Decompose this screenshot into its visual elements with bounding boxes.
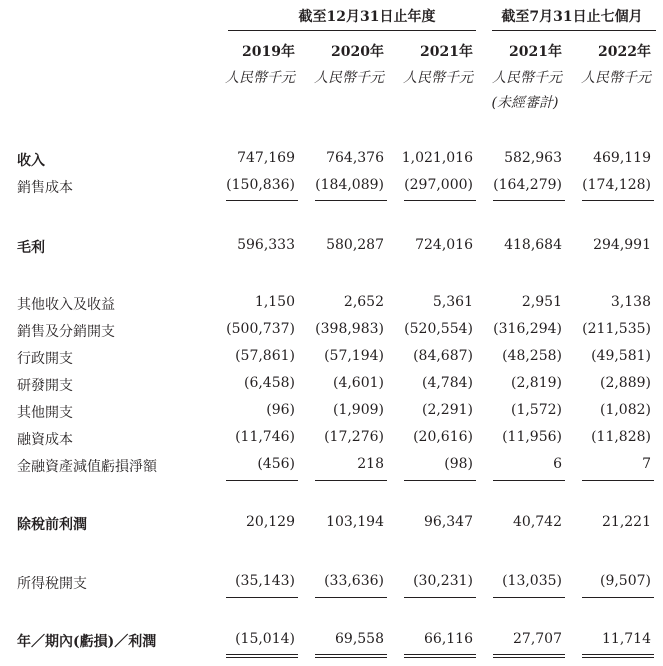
table-cell: (11,956) bbox=[502, 429, 562, 445]
subtotal-rule bbox=[226, 597, 298, 598]
unit-header: 人民幣千元 bbox=[581, 70, 651, 86]
table-cell: 21,221 bbox=[602, 514, 651, 530]
table-cell: (184,089) bbox=[315, 177, 384, 193]
table-cell: 580,287 bbox=[326, 237, 384, 253]
row-label-revenue: 收入 bbox=[17, 153, 45, 169]
subtotal-rule bbox=[493, 597, 565, 598]
table-cell: (20,616) bbox=[413, 429, 473, 445]
table-cell: (57,194) bbox=[324, 348, 384, 364]
row-label-selling-expenses: 銷售及分銷開支 bbox=[17, 324, 115, 340]
year-header-2020: 2020年 bbox=[331, 44, 384, 60]
table-cell: (174,128) bbox=[582, 177, 651, 193]
year-header-2021: 2021年 bbox=[420, 44, 473, 60]
total-double-rule bbox=[404, 657, 476, 658]
table-cell: (17,276) bbox=[324, 429, 384, 445]
table-cell: (2,819) bbox=[510, 375, 562, 391]
unaudited-note: (未經審計) bbox=[491, 95, 559, 111]
table-cell: (30,231) bbox=[413, 573, 473, 589]
table-cell: (57,861) bbox=[235, 348, 295, 364]
table-cell: (316,294) bbox=[493, 321, 562, 337]
year-header-2019: 2019年 bbox=[242, 44, 295, 60]
table-cell: (500,737) bbox=[226, 321, 295, 337]
table-cell: (164,279) bbox=[493, 177, 562, 193]
unit-header: 人民幣千元 bbox=[403, 70, 473, 86]
table-cell: (4,784) bbox=[421, 375, 473, 391]
subtotal-rule bbox=[582, 597, 654, 598]
table-cell: 596,333 bbox=[237, 237, 295, 253]
table-cell: 3,138 bbox=[610, 294, 651, 310]
table-cell: 294,991 bbox=[593, 237, 651, 253]
subtotal-rule bbox=[226, 200, 298, 201]
table-cell: (13,035) bbox=[502, 573, 562, 589]
row-label-impairment-losses: 金融資產減值虧損淨額 bbox=[17, 459, 157, 475]
row-label-profit-before-tax: 除稅前利潤 bbox=[17, 517, 87, 533]
row-label-other-income: 其他收入及收益 bbox=[17, 297, 115, 313]
total-double-rule bbox=[493, 657, 565, 658]
table-cell: 20,129 bbox=[246, 514, 295, 530]
table-cell: (520,554) bbox=[404, 321, 473, 337]
table-cell: (84,687) bbox=[413, 348, 473, 364]
subtotal-rule bbox=[226, 480, 298, 481]
row-label-other-expenses: 其他開支 bbox=[17, 405, 73, 421]
table-cell: (15,014) bbox=[235, 631, 295, 647]
table-cell: 724,016 bbox=[415, 237, 473, 253]
table-cell: 96,347 bbox=[424, 514, 473, 530]
subtotal-rule bbox=[404, 597, 476, 598]
table-cell: 40,742 bbox=[513, 514, 562, 530]
table-cell: (33,636) bbox=[324, 573, 384, 589]
total-double-rule bbox=[226, 654, 298, 655]
group-header-full-year-rule bbox=[228, 30, 476, 31]
subtotal-rule bbox=[315, 200, 387, 201]
subtotal-rule bbox=[315, 480, 387, 481]
table-cell: (11,746) bbox=[235, 429, 295, 445]
table-cell: 2,951 bbox=[521, 294, 562, 310]
unit-header: 人民幣千元 bbox=[225, 70, 295, 86]
year-header-2022-seven-months: 2022年 bbox=[598, 44, 651, 60]
row-label-gross-profit: 毛利 bbox=[17, 240, 45, 256]
group-header-seven-months: 截至7月31日止七個月 bbox=[501, 9, 643, 25]
table-cell: 1,021,016 bbox=[401, 150, 473, 166]
subtotal-rule bbox=[315, 597, 387, 598]
table-cell: 69,558 bbox=[335, 631, 384, 647]
table-cell: (49,581) bbox=[591, 348, 651, 364]
table-cell: 582,963 bbox=[504, 150, 562, 166]
row-label-rnd-expenses: 研發開支 bbox=[17, 378, 73, 394]
subtotal-rule bbox=[493, 200, 565, 201]
table-cell: 747,169 bbox=[237, 150, 295, 166]
row-label-income-tax: 所得稅開支 bbox=[17, 576, 87, 592]
table-cell: (2,889) bbox=[599, 375, 651, 391]
table-cell: 1,150 bbox=[254, 294, 295, 310]
table-cell: (2,291) bbox=[421, 402, 473, 418]
table-cell: (456) bbox=[257, 456, 295, 472]
total-double-rule bbox=[315, 654, 387, 655]
table-cell: (96) bbox=[266, 402, 295, 418]
total-double-rule bbox=[226, 657, 298, 658]
total-double-rule bbox=[315, 657, 387, 658]
table-cell: 764,376 bbox=[326, 150, 384, 166]
table-cell: (398,983) bbox=[315, 321, 384, 337]
table-cell: 103,194 bbox=[326, 514, 384, 530]
total-double-rule bbox=[404, 654, 476, 655]
subtotal-rule bbox=[582, 480, 654, 481]
table-cell: (11,828) bbox=[591, 429, 651, 445]
total-double-rule bbox=[582, 657, 654, 658]
table-cell: (35,143) bbox=[235, 573, 295, 589]
table-cell: 2,652 bbox=[343, 294, 384, 310]
total-double-rule bbox=[582, 654, 654, 655]
table-cell: 7 bbox=[642, 456, 651, 472]
total-double-rule bbox=[493, 654, 565, 655]
subtotal-rule bbox=[404, 200, 476, 201]
row-label-cost-of-sales: 銷售成本 bbox=[17, 180, 73, 196]
table-cell: (211,535) bbox=[582, 321, 651, 337]
table-cell: 469,119 bbox=[593, 150, 651, 166]
unit-header: 人民幣千元 bbox=[492, 70, 562, 86]
row-label-admin-expenses: 行政開支 bbox=[17, 351, 73, 367]
row-label-net-profit: 年／期內(虧損)／利潤 bbox=[17, 634, 157, 650]
row-label-finance-costs: 融資成本 bbox=[17, 432, 73, 448]
unit-header: 人民幣千元 bbox=[314, 70, 384, 86]
subtotal-rule bbox=[404, 480, 476, 481]
subtotal-rule bbox=[493, 480, 565, 481]
table-cell: (98) bbox=[444, 456, 473, 472]
subtotal-rule bbox=[582, 200, 654, 201]
table-cell: 5,361 bbox=[432, 294, 473, 310]
table-cell: (150,836) bbox=[226, 177, 295, 193]
table-cell: (6,458) bbox=[243, 375, 295, 391]
table-cell: 11,714 bbox=[602, 631, 651, 647]
table-cell: 218 bbox=[357, 456, 384, 472]
table-cell: (48,258) bbox=[502, 348, 562, 364]
table-cell: (1,572) bbox=[510, 402, 562, 418]
table-cell: (1,909) bbox=[332, 402, 384, 418]
table-cell: (297,000) bbox=[404, 177, 473, 193]
year-header-2021-seven-months: 2021年 bbox=[509, 44, 562, 60]
table-cell: 27,707 bbox=[513, 631, 562, 647]
group-header-full-year: 截至12月31日止年度 bbox=[298, 9, 436, 25]
table-cell: (1,082) bbox=[599, 402, 651, 418]
group-header-seven-months-rule bbox=[492, 30, 656, 31]
table-cell: 6 bbox=[553, 456, 562, 472]
table-cell: 418,684 bbox=[504, 237, 562, 253]
table-cell: (9,507) bbox=[599, 573, 651, 589]
table-cell: (4,601) bbox=[332, 375, 384, 391]
table-cell-highlighted: 66,116 bbox=[424, 631, 473, 647]
